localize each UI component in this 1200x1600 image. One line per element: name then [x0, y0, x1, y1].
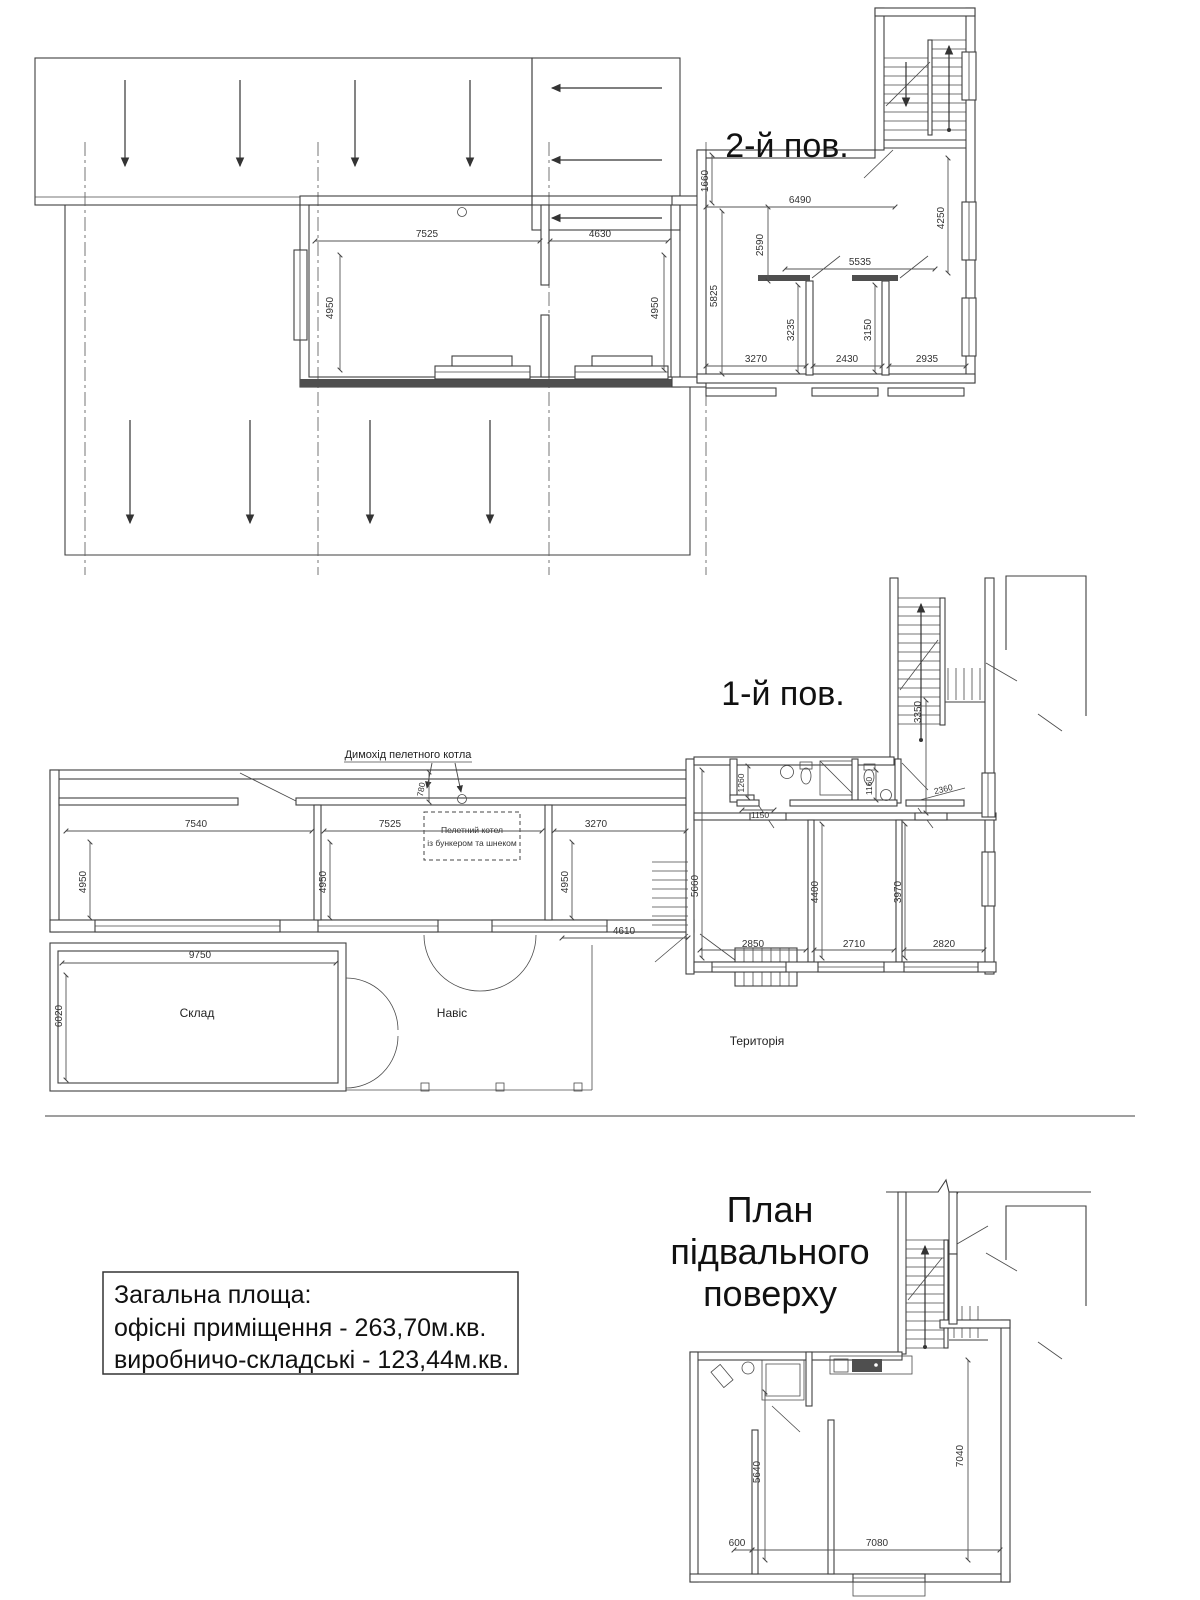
dimension-label: 7525 — [378, 819, 402, 830]
dimension-label: 5660 — [690, 874, 701, 898]
dimension-label: 7040 — [955, 1444, 966, 1468]
adjacent-building-outline — [986, 576, 1086, 731]
dimension-label: 2710 — [842, 939, 866, 950]
dimension-label: 5535 — [848, 257, 872, 268]
dimension-label: 4950 — [318, 870, 329, 894]
dimension-label: 4610 — [612, 926, 636, 937]
dimension-label: 2590 — [755, 233, 766, 257]
basement-title: План — [726, 1189, 814, 1230]
boiler-label: Пелетний котел — [441, 825, 503, 835]
dimension-label: 4950 — [325, 296, 336, 320]
dimension-label: 780 — [414, 781, 428, 798]
basement-stairs — [898, 1192, 988, 1354]
chimney-annotation — [344, 762, 472, 804]
dimension-label: 7080 — [865, 1538, 889, 1549]
floor1-plan — [45, 576, 1135, 1116]
dimension-label: 2820 — [932, 939, 956, 950]
summary-box — [103, 1272, 518, 1374]
basement-title: підвального — [670, 1231, 870, 1272]
dimension-label: 2850 — [741, 939, 765, 950]
area-label-naves: Навіс — [436, 1006, 468, 1020]
roof-plan — [35, 58, 706, 575]
dimension-label: 4250 — [936, 206, 947, 230]
summary-line: Загальна площа: — [114, 1281, 312, 1309]
dimension-label: 2430 — [835, 354, 859, 365]
floor2-title: 2-й пов. — [725, 127, 849, 165]
basement-title: поверху — [703, 1273, 837, 1314]
summary-line: офісні приміщення - 263,70м.кв. — [114, 1314, 487, 1342]
dimension-label: 2360 — [932, 781, 954, 797]
floor2-wing — [697, 8, 976, 396]
dimension-label: 600 — [728, 1538, 746, 1549]
dimension-label: 1660 — [700, 169, 711, 193]
dimension-label: 9750 — [188, 950, 212, 961]
boiler-box — [424, 812, 520, 860]
summary-line: виробничо-складські - 123,44м.кв. — [114, 1346, 510, 1374]
dimension-label: 1150 — [750, 810, 770, 820]
dimension-label: 3235 — [786, 318, 797, 342]
dimension-label: 3150 — [863, 318, 874, 342]
area-label-sklad: Склад — [179, 1006, 215, 1020]
area-label-territory: Територія — [729, 1034, 785, 1048]
dimension-label: 3270 — [584, 819, 608, 830]
dimension-label: 7540 — [184, 819, 208, 830]
floor1-title: 1-й пов. — [721, 675, 845, 713]
dimension-label: 4950 — [78, 870, 89, 894]
floor2-main-block — [294, 196, 706, 387]
floor2-plan — [35, 8, 976, 575]
dimension-label: 6490 — [788, 195, 812, 206]
dimension-label: 6020 — [54, 1004, 65, 1028]
dimension-label: 5825 — [709, 284, 720, 308]
dimension-label: 4950 — [560, 870, 571, 894]
dimension-label: 3970 — [893, 880, 904, 904]
dimension-label: 5640 — [752, 1460, 763, 1484]
dimension-label: 1160 — [864, 776, 874, 796]
dimension-label: 4630 — [588, 229, 612, 240]
chimney-label: Димохід пелетного котла — [344, 749, 472, 761]
dimension-label: 2935 — [915, 354, 939, 365]
dimension-label: 7525 — [415, 229, 439, 240]
dimension-label: 4950 — [650, 296, 661, 320]
basement-plan — [670, 1180, 1091, 1596]
dimension-label: 1260 — [736, 773, 746, 793]
dimension-label: 3350 — [913, 700, 924, 724]
dimension-label: 4400 — [810, 880, 821, 904]
dimension-label: 3270 — [744, 354, 768, 365]
boiler-label: із бункером та шнеком — [427, 838, 517, 848]
bathroom-fixtures — [711, 1360, 804, 1432]
floor1-stairs — [890, 578, 994, 974]
